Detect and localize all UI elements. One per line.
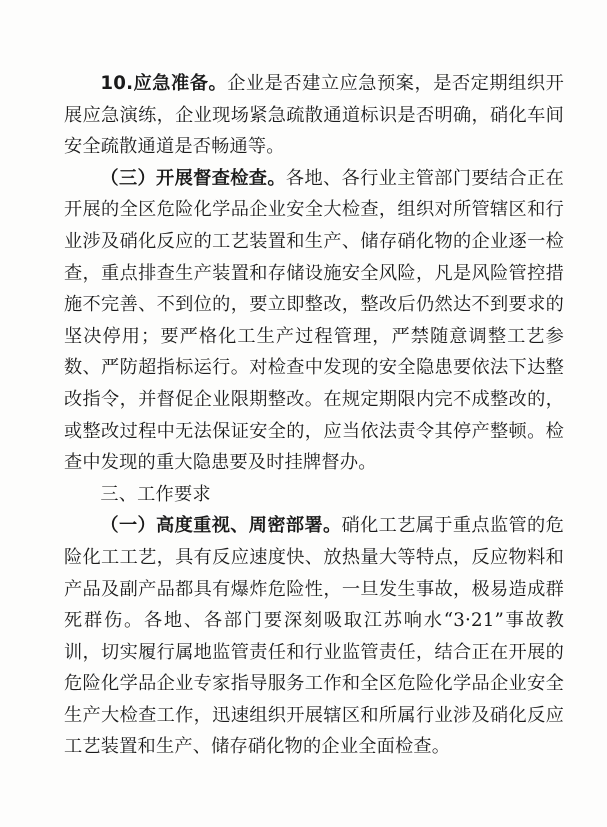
paragraph-body: 各地、各行业主管部门要结合正在开展的全区危险化学品企业安全大检查，组织对所管辖区和行业涉及硝化反应的工艺装置和生产、储存硝化物的企业逐一检查，重点排查生产装置和存储设施安全风险，凡是风险管控措施不完善、不到位的，要立即整改，整改后仍然达不到要求的坚决停用；要严格化工生产过程管理，严禁随意调整工艺参数、严防超指标运行。对检查中发现的安全隐患要依法下达整改指令，并督促企业限期整改。在规定期限内完不成整改的，或整改过程中无法保证安全的，应当依法责令其停产整顿。检查中发现的重大隐患要及时挂牌督办。 [64,167,564,474]
paragraph-heading: （一）高度重视、周密部署。 [100,515,342,537]
paragraph-inspection [64,163,564,479]
paragraph-body: 企业是否建立应急预案，是否定期组织开展应急演练，企业现场紧急疏散通道标识是否明确，硝化车间安全疏散通道是否畅通等。 [64,73,564,158]
paragraph-heading: 10.应急准备。 [100,73,228,94]
paragraph-emergency-preparation [64,68,564,163]
document-body [64,68,564,763]
paragraph-heading: （三）开展督查检查。 [100,167,286,189]
paragraph-body: 硝化工艺属于重点监管的危险化工工艺，具有反应速度快、放热量大等特点，反应物料和产品及副产品都具有爆炸危险性，一旦发生事故，极易造成群死群伤。各地、各部门要深刻吸取江苏响水“3·21”事故教训，切实履行属地监管责任和行业监管责任，结合正在开展的危险化学品企业专家指导服务工作和全区危险化学品企业安全生产大检查工作，迅速组织开展辖区和所属行业涉及硝化反应工艺装置和生产、储存硝化物的企业全面检查。 [64,515,564,758]
section-heading-work-requirements: 三、工作要求 [100,483,211,505]
paragraph-high-attention [64,510,564,763]
